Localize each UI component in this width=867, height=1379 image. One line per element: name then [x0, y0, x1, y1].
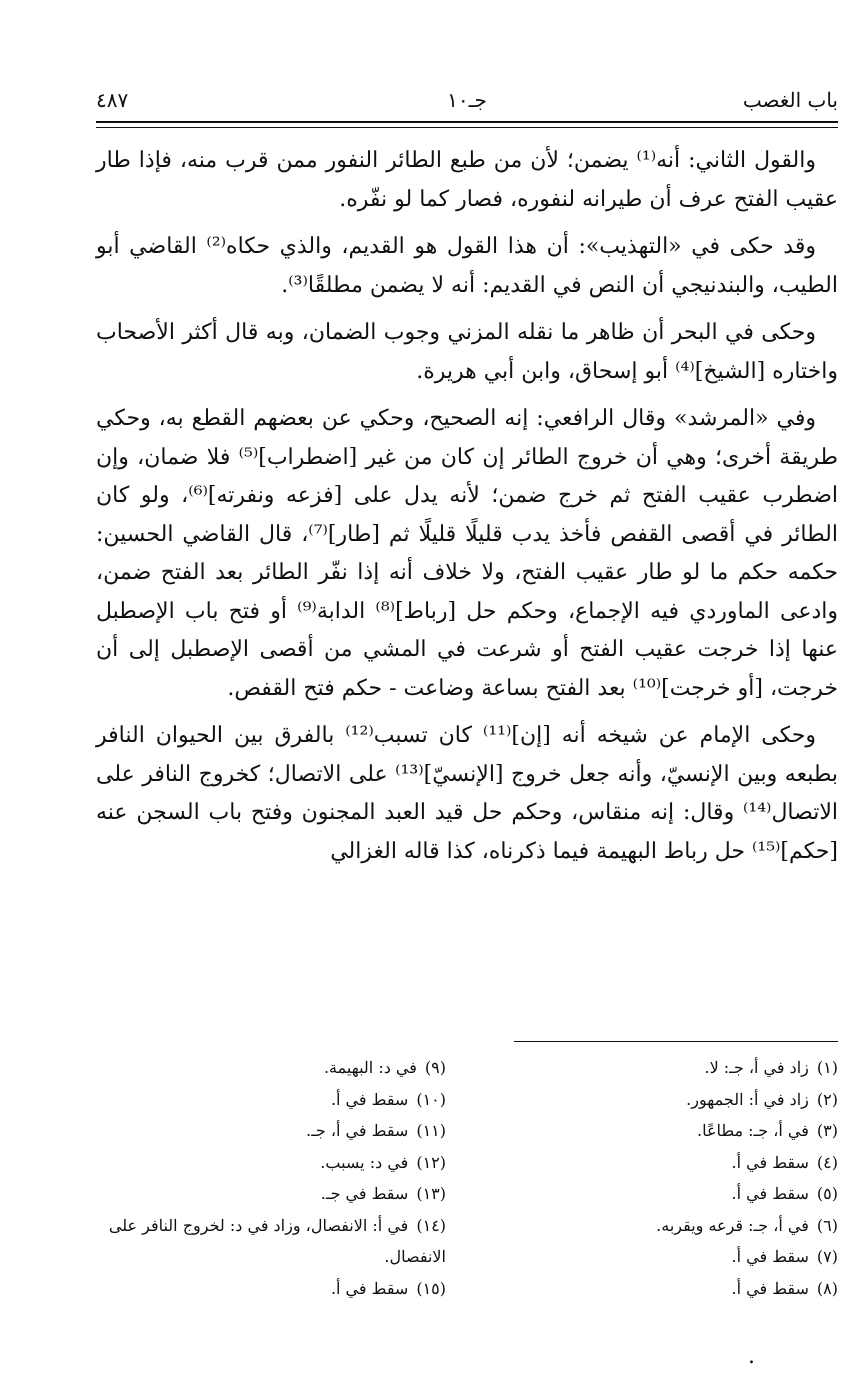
footnote	[478, 1210, 838, 1242]
paragraph: والقول الثاني: أنه⁽¹⁾ يضمن؛ لأن من طبع الطائر النفور ممن قرب منه، فإذا طار عقيب الفتح عرف أن طيرانه لنفوره، فصار كما لو نفّره.	[96, 148, 838, 212]
footnote-text: سقط في جـ.	[320, 1184, 409, 1203]
footnote	[478, 1273, 838, 1305]
header-rule-thin	[96, 127, 838, 128]
footnote	[96, 1210, 446, 1273]
footnote-number: (١٠)	[416, 1089, 446, 1109]
bottom-mark: .	[748, 1344, 755, 1369]
footnote-number: (١٢)	[416, 1152, 446, 1172]
paragraph: وقد حكى في «التهذيب»: أن هذا القول هو القديم، والذي حكاه⁽²⁾ القاضي أبو الطيب، والبندنيجي أن النص في القديم: أنه لا يضمن مطلقًا⁽³⁾.	[96, 234, 838, 298]
footnote-number: (٢)	[816, 1089, 838, 1109]
footnote-text: سقط في أ.	[330, 1278, 409, 1298]
footnote	[96, 1084, 446, 1116]
footnote-number: (٥)	[816, 1184, 838, 1203]
footnote-text: زاد في أ: الجمهور.	[686, 1089, 809, 1109]
footnote	[478, 1178, 838, 1210]
footnote-number: (١٥)	[416, 1278, 446, 1298]
footnote-text: في د: البهيمة.	[323, 1058, 417, 1077]
footnote	[96, 1115, 446, 1147]
footnote-text: سقط في أ.	[330, 1089, 409, 1109]
header-rule-thick	[96, 121, 838, 123]
running-header	[96, 84, 838, 120]
footnote	[478, 1084, 838, 1116]
footnote-number: (١)	[816, 1058, 838, 1077]
footnote-number: (٤)	[816, 1152, 838, 1172]
footnote	[96, 1147, 446, 1179]
footnote-text: سقط في أ.	[731, 1184, 809, 1203]
paragraph: وحكى في البحر أن ظاهر ما نقله المزني وجوب الضمان، وبه قال أكثر الأصحاب واختاره [الشيخ]⁽⁴⁾ أبو إسحاق، وابن أبي هريرة.	[96, 320, 838, 384]
footnote-text: سقط في أ، جـ.	[306, 1121, 409, 1140]
page-number: ٤٨٧	[96, 88, 129, 112]
footnote	[96, 1178, 446, 1210]
footnote-number: (١٤)	[416, 1215, 446, 1235]
footnote-number: (٧)	[816, 1247, 838, 1266]
footnote-text: زاد في أ، جـ: لا.	[704, 1058, 809, 1077]
footnote-number: (٩)	[424, 1058, 446, 1077]
main-text	[96, 142, 838, 880]
footnote	[96, 1273, 446, 1305]
footnote-text: في أ: الانفصال، وزاد في د: لخروج النافر على الانفصال.	[108, 1215, 446, 1266]
paragraph: وفي «المرشد» وقال الرافعي: إنه الصحيح، وحكي عن بعضهم القطع به، وحكي طريقة أخرى؛ وهي أن خروج الطائر إن كان من غير [اضطراب]⁽⁵⁾ فلا ضمان، وإن اضطرب عقيب الفتح ثم خرج ضمن؛ لأنه يدل على [فزعه ونفرته]⁽⁶⁾، ولو كان الطائر في أقصى القفص فأخذ يدب قليلًا قليلًا ثم [طار]⁽⁷⁾، قال القاضي الحسين: حكمه حكم ما لو طار عقيب الفتح، ولا خلاف أنه إذا نفّر الطائر بعد الفتح ضمن، وادعى الماوردي فيه الإجماع، وحكم حل [رباط]⁽⁸⁾ الدابة⁽⁹⁾ أو فتح باب الإصطبل عنها إذا خرجت عقيب الفتح أو شرعت في المشي من أقصى الإصطبل إلى أن خرجت، [أو خرجت]⁽¹⁰⁾ بعد الفتح بساعة وضاعت - حكم فتح القفص.	[96, 406, 839, 701]
volume-label: جـ١٠	[447, 88, 487, 112]
footnote	[478, 1147, 838, 1179]
footnote-separator	[514, 1041, 838, 1042]
footnote	[478, 1052, 838, 1084]
footnote-text: سقط في أ.	[731, 1247, 809, 1266]
footnotes-column-left	[96, 1052, 446, 1304]
footnote	[478, 1115, 838, 1147]
footnote-number: (١٣)	[416, 1184, 446, 1203]
footnote-text: في د: يسبب.	[320, 1152, 409, 1172]
chapter-title: باب الغصب	[742, 88, 838, 112]
footnote-number: (١١)	[416, 1121, 446, 1140]
paragraph: وحكى الإمام عن شيخه أنه [إن]⁽¹¹⁾ كان تسبب⁽¹²⁾ بالفرق بين الحيوان النافر بطبعه وبين الإنسيّ، وأنه جعل خروج [الإنسيّ]⁽¹³⁾ على الاتصال؛ كخروج النافر على الاتصال⁽¹⁴⁾ وقال: إنه منقاس، وحكم حل قيد العبد المجنون وفتح باب السجن عنه [حكم]⁽¹⁵⁾ حل رباط البهيمة فيما ذكرناه، كذا قاله الغزالي	[96, 723, 839, 864]
footnote-text: في أ، جـ: مطاعًا.	[697, 1121, 809, 1140]
footnote-number: (٨)	[816, 1278, 838, 1298]
footnote-text: في أ، جـ: قرعه ويقربه.	[656, 1215, 809, 1235]
footnote-text: سقط في أ.	[731, 1278, 809, 1298]
footnote	[96, 1052, 446, 1084]
footnote-number: (٣)	[816, 1121, 838, 1140]
footnotes-column-right	[478, 1052, 838, 1304]
footnote	[478, 1241, 838, 1273]
footnote-number: (٦)	[816, 1215, 838, 1235]
footnote-text: سقط في أ.	[731, 1152, 809, 1172]
